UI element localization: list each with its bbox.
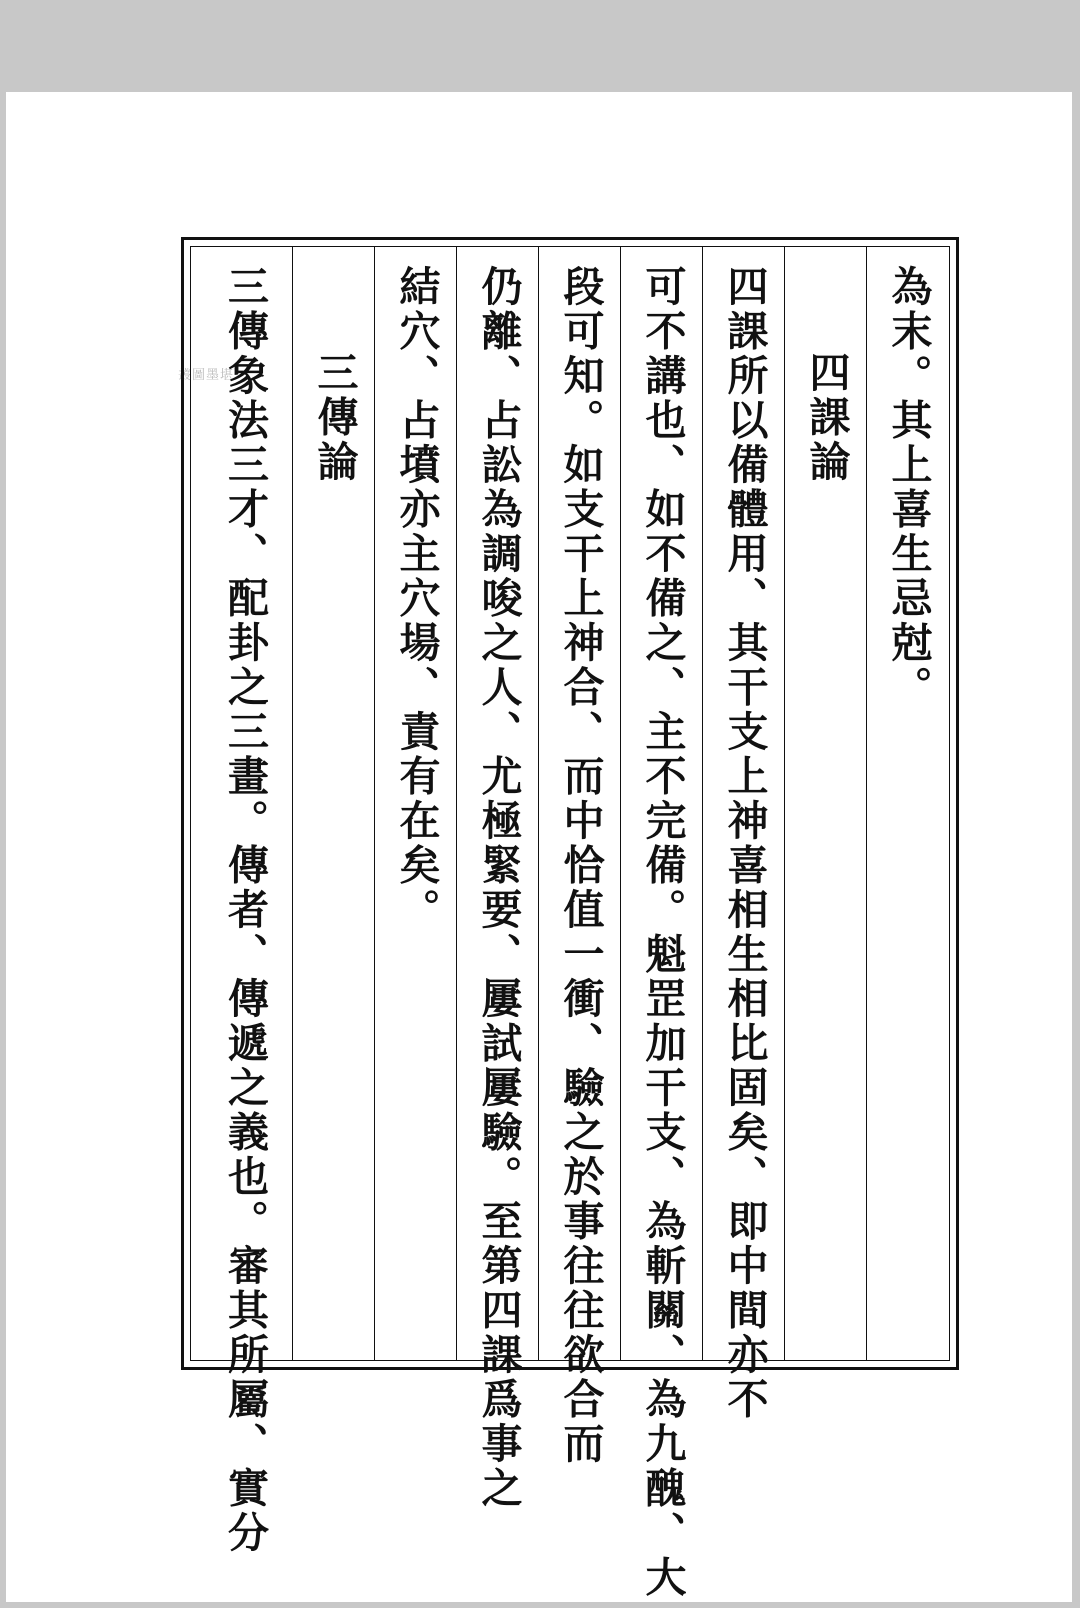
viewer-top-bar bbox=[0, 0, 1080, 92]
text-column-6 bbox=[457, 247, 539, 1511]
text-column-9 bbox=[196, 247, 293, 1556]
body-text-line: 結穴、占墳亦主穴場、責有在矣。 bbox=[392, 265, 441, 933]
text-column-5 bbox=[539, 247, 621, 1467]
text-column-4 bbox=[621, 247, 703, 1600]
watermark-stamp: 叢圖墨堪 bbox=[178, 368, 235, 383]
text-column-7 bbox=[375, 247, 457, 1360]
section-heading: 四課論 bbox=[802, 351, 851, 485]
section-heading: 三傳論 bbox=[310, 351, 359, 485]
text-column-1 bbox=[867, 247, 949, 1360]
body-text-line: 可不講也、如不備之、主不完備。魁罡加干支、為斬關、為九醜、大 bbox=[638, 265, 687, 1600]
body-text-line: 仍離、占訟為調唆之人、尤極緊要、屢試屢驗。至第四課爲事之 bbox=[474, 265, 523, 1511]
text-column-3 bbox=[703, 247, 785, 1422]
body-text-line: 四課所以備體用、其干支上神喜相生相比固矣、即中間亦不 bbox=[720, 265, 769, 1422]
column-grid bbox=[190, 246, 950, 1600]
text-column-8 bbox=[293, 247, 375, 1360]
body-text-line: 三傳象法三才、配卦之三畫。傳者、傳遞之義也。審其所屬、實分 bbox=[221, 265, 269, 1556]
body-text-line: 為末。其上喜生忌尅。 bbox=[884, 265, 933, 710]
text-column-2 bbox=[785, 247, 867, 1360]
document-page bbox=[6, 92, 1072, 1602]
page-frame bbox=[181, 237, 959, 1600]
body-text-line: 段可知。如支干上神合、而中恰值一衝、驗之於事往往欲合而 bbox=[556, 265, 605, 1467]
